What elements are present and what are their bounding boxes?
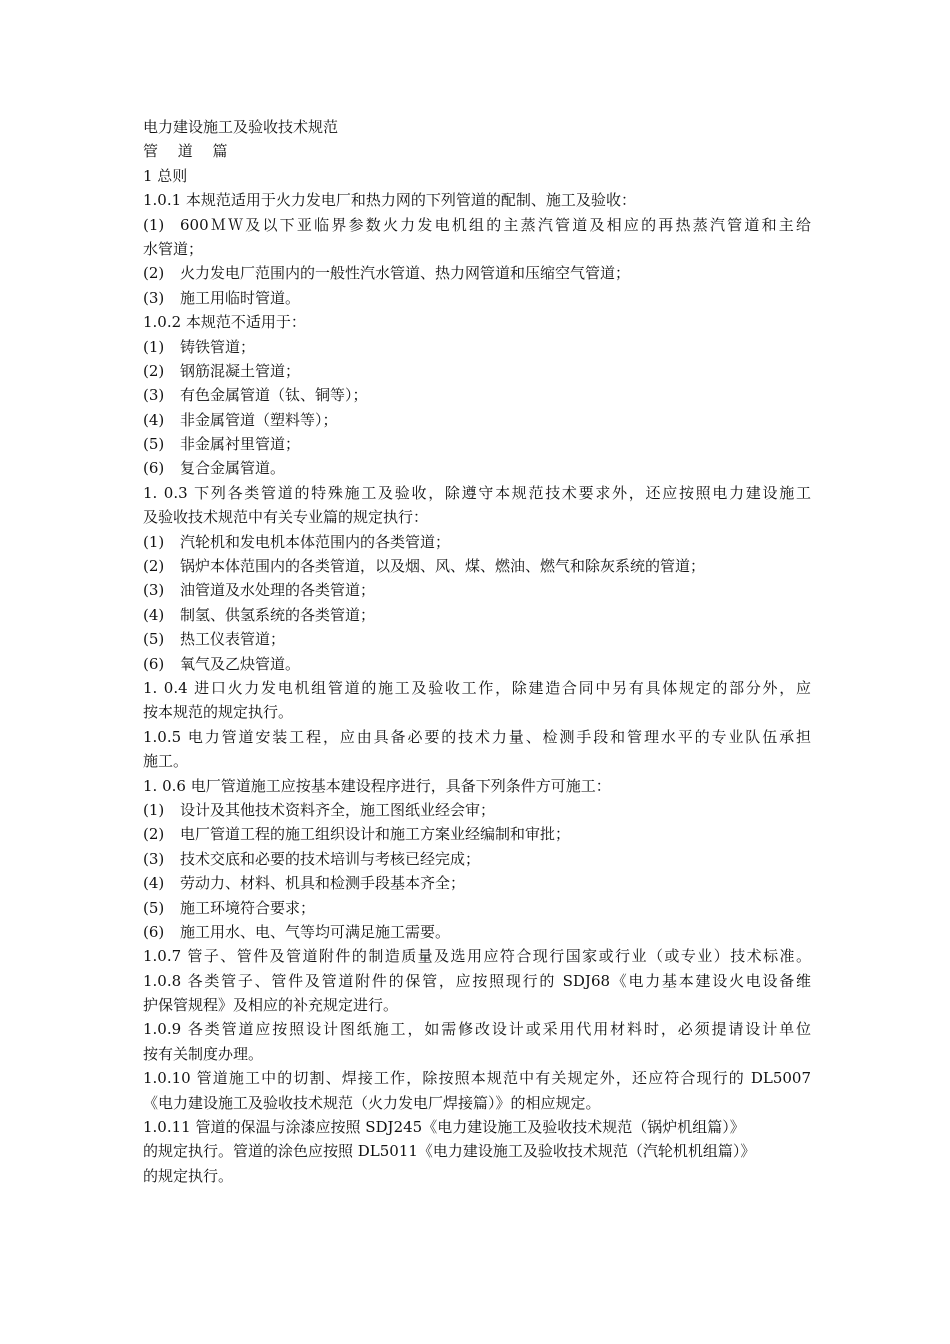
list-item	[143, 847, 811, 871]
list-item-number: (2)	[143, 264, 165, 283]
list-item-text: 油管道及水处理的各类管道；	[180, 581, 376, 600]
list-item-number: (2)	[143, 825, 165, 844]
list-item	[143, 578, 811, 602]
paragraph-line: 1.0.5 电力管道安装工程，应由具备必要的技术力量、检测手段和管理水平的专业队伍承担	[143, 727, 811, 746]
list-item	[143, 432, 811, 456]
list-item-text: 设计及其他技术资料齐全，施工图纸业经会审；	[180, 800, 496, 819]
paragraph-line: 及验收技术规范中有关专业篇的规定执行：	[143, 508, 429, 527]
paragraph-line: 水管道；	[143, 239, 204, 258]
document-page	[143, 115, 811, 1188]
list-item-number: (5)	[143, 435, 165, 454]
list-item	[143, 335, 811, 359]
paragraph-line: 按有关制度办理。	[143, 1044, 264, 1063]
paragraph-line: 1.0.8 各类管子、管件及管道附件的保管，应按照现行的 SDJ68《电力基本建设火电设备维	[143, 971, 811, 990]
list-item-number: (1)	[143, 532, 165, 551]
paragraph-line: 的规定执行。管道的涂色应按照 DL5011《电力建设施工及验收技术规范（汽轮机机组篇）》	[143, 1142, 756, 1161]
list-item	[143, 456, 811, 480]
list-item	[143, 286, 811, 310]
list-item-number: (4)	[143, 410, 165, 429]
list-item-number: (3)	[143, 581, 165, 600]
list-item	[143, 822, 811, 846]
paragraph-line: 的规定执行。	[143, 1166, 234, 1185]
paragraph-line: 1.0.11 管道的保温与涂漆应按照 SDJ245《电力建设施工及验收技术规范（锅炉机组篇）》	[143, 1118, 745, 1137]
list-item	[143, 383, 811, 407]
list-item-number: (2)	[143, 557, 165, 576]
list-item-number: (3)	[143, 386, 165, 405]
paragraph-line: 1.0.10 管道施工中的切割、焊接工作，除按照本规范中有关规定外，还应符合现行的 DL5007	[143, 1069, 811, 1088]
list-item-text: 劳动力、材料、机具和检测手段基本齐全；	[180, 874, 466, 893]
list-item-number: (3)	[143, 288, 165, 307]
document-title: 电力建设施工及验收技术规范	[143, 118, 339, 136]
section-heading: 1 总则	[143, 166, 188, 185]
list-item	[143, 627, 811, 651]
list-item-number: (6)	[143, 459, 165, 478]
list-item-number: (4)	[143, 874, 165, 893]
paragraph-line: 1. 0.6 电厂管道施工应按基本建设程序进行，具备下列条件方可施工：	[143, 776, 611, 795]
list-item	[143, 408, 811, 432]
list-item-number: (5)	[143, 898, 165, 917]
list-item	[143, 530, 811, 554]
list-item	[143, 652, 811, 676]
paragraph-line: 1. 0.3 下列各类管道的特殊施工及验收，除遵守本规范技术要求外，还应按照电力建设施工	[143, 483, 811, 502]
list-item-text: 600ＭＷ及以下亚临界参数火力发电机组的主蒸汽管道及相应的再热蒸汽管道和主给	[180, 215, 811, 234]
list-item	[143, 871, 811, 895]
list-item-text: 电厂管道工程的施工组织设计和施工方案业经编制和审批；	[180, 825, 571, 844]
list-item-text: 非金属管道（塑料等）；	[180, 410, 338, 429]
list-item-number: (1)	[143, 337, 165, 356]
list-item-number: (1)	[143, 215, 165, 234]
paragraph-line: 1.0.1 本规范适用于火力发电厂和热力网的下列管道的配制、施工及验收：	[143, 191, 636, 210]
paragraph-line: 按本规范的规定执行。	[143, 703, 294, 722]
list-item-text: 施工用临时管道。	[180, 288, 301, 307]
list-item-text: 氧气及乙炔管道。	[180, 654, 301, 673]
list-item	[143, 359, 811, 383]
list-item-text: 制氢、供氢系统的各类管道；	[180, 605, 376, 624]
list-item-number: (1)	[143, 800, 165, 819]
paragraph-line: 《电力建设施工及验收技术规范（火力发电厂焊接篇）》的相应规定。	[143, 1093, 601, 1112]
chapter-title: 管 道 篇	[143, 142, 228, 161]
list-item	[143, 261, 811, 285]
list-item-number: (2)	[143, 361, 165, 380]
paragraph-line: 1.0.9 各类管道应按照设计图纸施工，如需修改设计或采用代用材料时，必须提请设计单位	[143, 1020, 811, 1039]
list-item-text: 技术交底和必要的技术培训与考核已经完成；	[180, 849, 481, 868]
list-item-text: 热工仪表管道；	[180, 630, 286, 649]
list-item-text: 汽轮机和发电机本体范围内的各类管道；	[180, 532, 451, 551]
list-item-number: (5)	[143, 630, 165, 649]
list-item-text: 钢筋混凝土管道；	[180, 361, 301, 380]
list-item	[143, 920, 811, 944]
paragraph-line: 1. 0.4 进口火力发电机组管道的施工及验收工作，除建造合同中另有具体规定的部分外，应	[143, 678, 811, 697]
list-item	[143, 896, 811, 920]
list-item-text: 有色金属管道（钛、铜等）；	[180, 386, 368, 405]
list-item	[143, 798, 811, 822]
list-item-text: 火力发电厂范围内的一般性汽水管道、热力网管道和压缩空气管道；	[180, 264, 631, 283]
list-item	[143, 603, 811, 627]
list-item-number: (4)	[143, 605, 165, 624]
list-item-text: 铸铁管道；	[180, 337, 256, 356]
list-item-text: 锅炉本体范围内的各类管道，以及烟、风、煤、燃油、燃气和除灰系统的管道；	[180, 557, 706, 576]
document-body	[143, 188, 811, 1188]
paragraph-line: 1.0.7 管子、管件及管道附件的制造质量及选用应符合现行国家或行业（或专业）技术标准。	[143, 947, 811, 966]
list-item-number: (3)	[143, 849, 165, 868]
list-item-text: 施工用水、电、气等均可满足施工需要。	[180, 922, 451, 941]
list-item-text: 非金属衬里管道；	[180, 435, 301, 454]
list-item	[143, 554, 811, 578]
paragraph-line: 1.0.2 本规范不适用于：	[143, 313, 306, 332]
paragraph-line: 护保管规程》及相应的补充规定进行。	[143, 996, 399, 1015]
list-item	[143, 213, 811, 237]
list-item-text: 施工环境符合要求；	[180, 898, 316, 917]
list-item-text: 复合金属管道。	[180, 459, 286, 478]
list-item-number: (6)	[143, 654, 165, 673]
paragraph-line: 施工。	[143, 752, 189, 771]
list-item-number: (6)	[143, 922, 165, 941]
